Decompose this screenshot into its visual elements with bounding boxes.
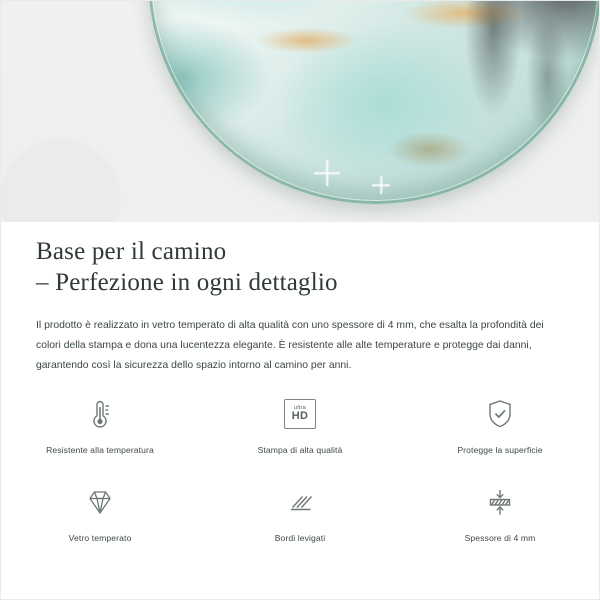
shield-check-icon xyxy=(478,392,522,436)
feature-grid xyxy=(0,392,600,568)
hero-product-image xyxy=(0,0,600,222)
feature-item-polished-edges xyxy=(200,480,400,568)
diamond-icon xyxy=(78,480,122,524)
product-description: Il prodotto è realizzato in vetro temperato di alta qualità con uno spessore di 4 mm, che esalta la profondità dei colori della stampa e dona una lucentezza elegante. È resistente alle alte temperature e protegge dai danni, garantendo così la sicurezza dello spazio intorno al camino per anni. xyxy=(36,320,544,371)
glass-plate xyxy=(148,0,600,204)
page-title-line-2: – Perfezione in ogni dettaglio xyxy=(36,269,338,296)
page-title xyxy=(0,222,600,298)
thickness-arrows-icon xyxy=(478,480,522,524)
feature-item-thickness xyxy=(400,480,600,568)
feature-label: Spessore di 4 mm xyxy=(464,533,536,543)
polished-edges-icon xyxy=(278,480,322,524)
feature-item-print-quality xyxy=(200,392,400,480)
feature-item-surface-protection xyxy=(400,392,600,480)
product-copy xyxy=(0,222,600,376)
feature-item-temperature xyxy=(0,392,200,480)
ultra-hd-badge-icon: ultra HD xyxy=(278,392,322,436)
feature-label: Protegge la superficie xyxy=(457,445,543,455)
feature-label: Resistente alla temperatura xyxy=(46,445,154,455)
thermometer-icon xyxy=(78,392,122,436)
feature-label: Stampa di alta qualità xyxy=(257,445,343,455)
feature-label: Bordi levigati xyxy=(274,533,326,543)
feature-item-tempered-glass xyxy=(0,480,200,568)
page-title-line-1: Base per il camino xyxy=(36,238,227,265)
feature-label: Vetro temperato xyxy=(68,533,132,543)
